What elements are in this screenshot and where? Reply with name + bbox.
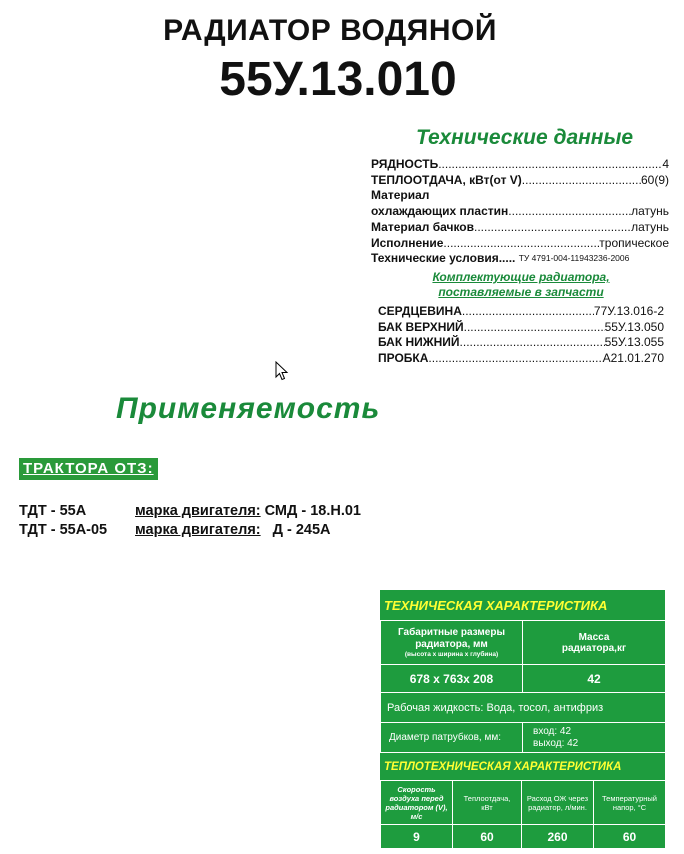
mass-value: 42 bbox=[522, 664, 665, 692]
dims-header-text: Габаритные размеры радиатора, мм bbox=[397, 627, 506, 650]
thermal-value-temp: 60 bbox=[593, 824, 665, 848]
applicability-heading: Применяемость bbox=[116, 392, 381, 425]
tractor-label: ТРАКТОРА ОТЗ: bbox=[19, 458, 158, 480]
model-row bbox=[19, 502, 361, 521]
spec-label: ТЕПЛООТДАЧА, кВт(от V) bbox=[371, 172, 522, 187]
spec-row bbox=[371, 173, 669, 189]
fluid-row: Рабочая жидкость: Вода, тосол, антифриз bbox=[380, 692, 665, 722]
parts-heading-line: поставляемые в запчасти bbox=[438, 285, 604, 299]
spec-row bbox=[371, 188, 669, 204]
spec-label: Технические условия..... bbox=[371, 251, 516, 266]
thermal-header-flow: Расход ОЖ через радиатор, л/мин. bbox=[521, 780, 593, 824]
part-number: 55У.13.010 bbox=[219, 53, 457, 106]
tech-table bbox=[380, 590, 665, 848]
spec-row bbox=[371, 236, 669, 252]
part-value: 77У.13.016-2 bbox=[593, 304, 664, 318]
engine-value: Д - 245А bbox=[272, 522, 331, 538]
part-label: ПРОБКА bbox=[378, 350, 429, 365]
thermal-value-airspeed: 9 bbox=[380, 824, 452, 848]
thermal-value-flow: 260 bbox=[521, 824, 593, 848]
spec-value: латунь bbox=[631, 204, 669, 219]
spec-row bbox=[371, 251, 669, 267]
models-list bbox=[19, 502, 361, 540]
mass-header: Масса радиатора,кг bbox=[522, 620, 665, 664]
thermal-header-temp: Температурный напор, °С bbox=[593, 780, 665, 824]
thermal-value-heat: 60 bbox=[452, 824, 521, 848]
part-row bbox=[378, 304, 664, 320]
document-title: РАДИАТОР ВОДЯНОЙ bbox=[163, 14, 497, 47]
spec-row bbox=[371, 220, 669, 236]
pipe-label: Диаметр патрубков, мм: bbox=[380, 722, 522, 752]
pipe-values bbox=[522, 722, 665, 752]
engine-value: СМД - 18.Н.01 bbox=[264, 503, 362, 519]
model-name: ТДТ - 55А-05 bbox=[19, 522, 108, 538]
mouse-pointer-icon bbox=[275, 361, 289, 381]
spec-row bbox=[371, 157, 669, 173]
spec-label: Материал бачков bbox=[371, 219, 475, 234]
parts-heading-line: Комплектующие радиатора, bbox=[432, 270, 610, 284]
engine-label: марка двигателя: bbox=[135, 503, 261, 519]
engine-label: марка двигателя: bbox=[135, 522, 261, 538]
thermal-heading: ТЕПЛОТЕХНИЧЕСКАЯ ХАРАКТЕРИСТИКА bbox=[380, 752, 665, 780]
spec-label: охлаждающих пластин bbox=[371, 204, 509, 219]
part-row bbox=[378, 351, 664, 367]
part-label: БАК НИЖНИЙ bbox=[378, 335, 460, 349]
specs-list bbox=[371, 157, 669, 267]
spec-label: Материал bbox=[371, 188, 430, 203]
part-row bbox=[378, 335, 664, 351]
parts-list bbox=[378, 304, 664, 366]
spec-value: 60(9) bbox=[640, 172, 669, 187]
part-value: 55У.13.055 bbox=[604, 335, 664, 349]
spec-value: латунь bbox=[631, 219, 669, 234]
part-value: 55У.13.050 bbox=[604, 319, 664, 334]
spec-label: РЯДНОСТЬ bbox=[371, 157, 439, 171]
model-row bbox=[19, 521, 361, 540]
spec-label: Исполнение bbox=[371, 235, 444, 250]
thermal-header-heat: Теплоотдача, кВт bbox=[452, 780, 521, 824]
dims-header bbox=[380, 620, 522, 664]
part-value: А21.01.270 bbox=[602, 350, 664, 365]
spec-value: ТУ 4791-004-11943236-2006 bbox=[518, 253, 630, 264]
thermal-header-airspeed: Скорость воздуха перед радиатором (V), м/с bbox=[380, 780, 452, 824]
spec-value: тропическое bbox=[599, 235, 669, 250]
tech-table-heading: ТЕХНИЧЕСКАЯ ХАРАКТЕРИСТИКА bbox=[384, 597, 608, 613]
outlet-value: выход: 42 bbox=[533, 737, 579, 749]
part-label: СЕРДЦЕВИНА bbox=[378, 304, 462, 318]
dims-value: 678 х 763х 208 bbox=[380, 664, 522, 692]
dims-subheader: (высота х ширина х глубина) bbox=[404, 651, 499, 658]
spec-row bbox=[371, 204, 669, 220]
spec-value: 4 bbox=[662, 157, 669, 171]
model-name: ТДТ - 55А bbox=[19, 503, 87, 519]
inlet-value: вход: 42 bbox=[533, 725, 572, 737]
specs-heading: Технические данные bbox=[416, 126, 634, 149]
part-row bbox=[378, 320, 664, 336]
parts-heading bbox=[372, 270, 670, 300]
part-label: БАК ВЕРХНИЙ bbox=[378, 319, 464, 334]
